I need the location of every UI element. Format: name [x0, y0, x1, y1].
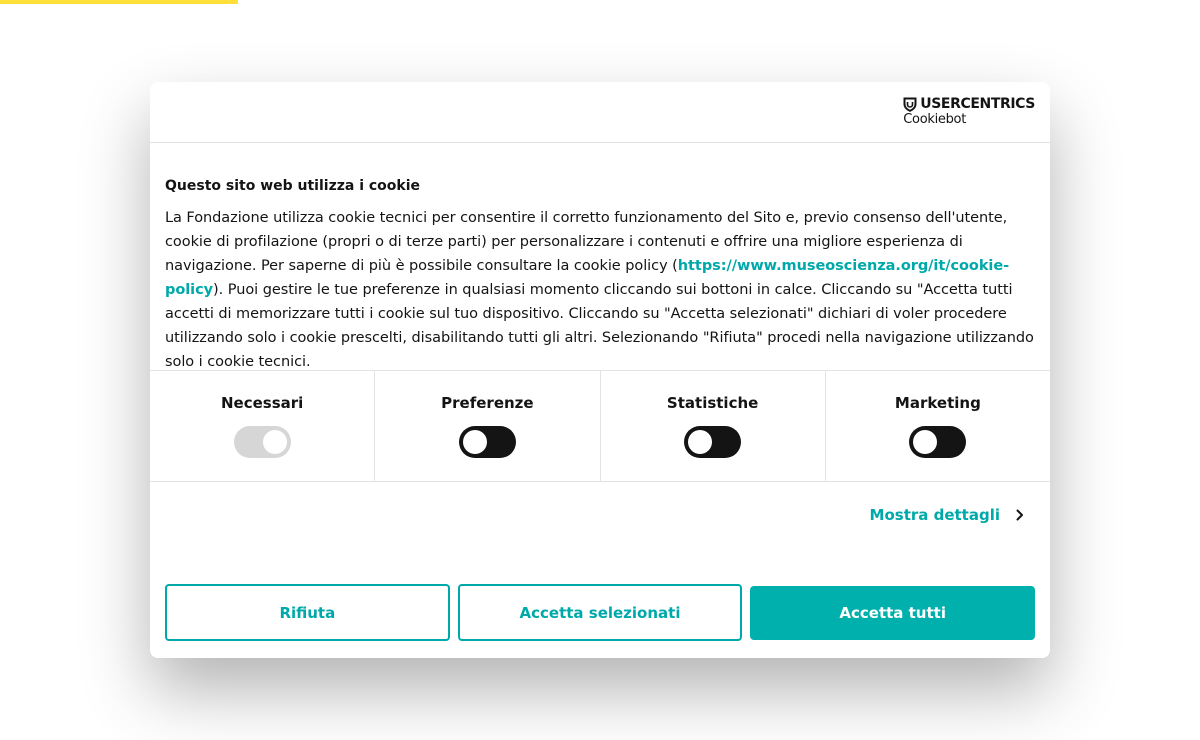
accept-selected-button[interactable]: Accetta selezionati [458, 584, 743, 641]
brand-name: USERCENTRICS [920, 96, 1035, 112]
banner-title: Questo sito web utilizza i cookie [165, 178, 421, 194]
brand-product: Cookiebot [903, 112, 967, 127]
banner-text [165, 206, 1035, 374]
toggle-knob [263, 430, 287, 454]
shield-icon [903, 97, 917, 112]
toggle-knob [463, 430, 487, 454]
category-statistiche [601, 371, 826, 481]
toggle-knob [688, 430, 712, 454]
category-label: Necessari [220, 394, 304, 412]
show-details-link[interactable] [870, 506, 1024, 524]
category-label: Marketing [894, 394, 981, 412]
category-preferenze [375, 371, 600, 481]
cookie-consent-dialog [150, 82, 1050, 658]
necessari-toggle [234, 426, 291, 458]
statistiche-toggle[interactable] [684, 426, 741, 458]
dialog-header [150, 82, 1050, 143]
action-buttons [165, 584, 1035, 641]
reject-button[interactable]: Rifiuta [165, 584, 450, 641]
usercentrics-logo [903, 96, 1035, 127]
banner-text-after: ). Puoi gestire le tue preferenze in qualsiasi momento cliccando sui bottoni in calce. Cliccando su "Accetta tutti accetti di memorizzare tutti i cookie sul tuo dispositivo. Cliccando su "Accetta selezionati" dichiari di voler procedere utilizzando solo i cookie prescelti, disabilitando tutti gli altri. Selezionando "Rifiuta" procedi nella navigazione utilizzando solo i cookie tecnici. [165, 282, 1034, 370]
category-toggles [150, 371, 1050, 482]
category-necessari [150, 371, 375, 481]
cookie-policy-link[interactable]: https://www.museoscienza.org/it/cookie-policy [165, 258, 1010, 298]
details-row [150, 482, 1050, 548]
accept-all-button[interactable]: Accetta tutti [750, 586, 1035, 640]
top-accent-bar [0, 0, 238, 4]
category-label: Statistiche [666, 394, 759, 412]
preferenze-toggle[interactable] [459, 426, 516, 458]
category-marketing [826, 371, 1050, 481]
toggle-knob [913, 430, 937, 454]
dialog-body [150, 143, 1050, 371]
show-details-label: Mostra dettagli [869, 506, 1000, 524]
chevron-right-icon [1016, 509, 1024, 521]
marketing-toggle[interactable] [909, 426, 966, 458]
banner-text-before: La Fondazione utilizza cookie tecnici per consentire il corretto funzionamento del Sito e, previo consenso dell'utente, cookie di profilazione (propri o di terze parti) per personalizzare i contenuti e offrire una migliore esperienza di navigazione. Per saperne di più è possibile consultare la cookie policy ( [165, 210, 1008, 274]
brand-wordmark [903, 96, 1035, 112]
category-label: Preferenze [441, 394, 534, 412]
